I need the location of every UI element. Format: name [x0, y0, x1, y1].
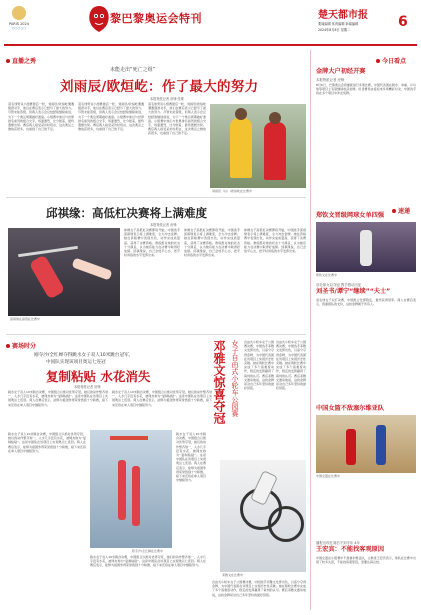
article2-body-col2: 体操女子高低杠决赛即将开始，中国选手邱祺缘表示将上满难度，全力冲击金牌。她在资格赛中表现出色，动作完成质量高，获得了决赛资格。教练组对她的状态十分满意，认为她有能力在决赛中取得好成绩。邱祺缘说，自己会放平心态，把平时训练的水平发挥出来。	[184, 228, 240, 258]
article1-body-col3: 羽毛球男双小组赛最后一轮，刘雨辰/欧烜屹遭遇强劲对手，他们在赛后表示已经尽了最大的努力。尽管未能晋级，但两人表示会总结经验继续前进，为下一个奥运周期做好准备。小组赛中他们与世界排名前列的组合交手，场面激烈，比分胶着，最终遗憾出局。赛后两人接受采访时坦言，这次奥运之旅收获很多，也看到了自己的不足。	[148, 102, 206, 136]
article4-body-col1: 自由式小轮车女子公园赛决赛，中国选手邓雅文发挥出色，以高分夺得金牌，为中国代表团在该项目上实现历史性突破。她在两轮比赛中完成了多个高难度动作，稳定的发挥赢得了裁判的认可。赛后邓雅文激动地说，这枚金牌是对自己多年坚持的最好回报。	[244, 340, 274, 391]
article3-body-col3: 跳水女子双人10米跳台决赛，中国组合以绝对优势夺冠，她们的动作整齐划一，入水几乎没有水花，被网友称为“复制粘贴”。这是中国队在该项目上实现奥运七连冠。两人在赛后表示，能够为祖国争得荣誉感到十分骄傲，接下来还将在单人项目中继续努力。	[8, 432, 86, 453]
edition-date: 2024年8月6日 星期二	[318, 28, 351, 32]
balloon-mascot-icon	[86, 4, 112, 36]
article1-body-col1: 羽毛球男双小组赛最后一轮，刘雨辰/欧烜屹遭遇强劲对手，他们在赛后表示已经尽了最大的努力。尽管未能晋级，但两人表示会总结经验继续前进，为下一个奥运周期做好准备。小组赛中他们与世界排名前列的组合交手，场面激烈，比分胶着，最终遗憾出局。赛后两人接受采访时坦言，这次奥运之旅收获很多，也看到了自己的不足。	[8, 102, 74, 132]
section-tag-bottom: 赛场时分	[6, 341, 36, 350]
logo-text: PARIS 2024	[9, 22, 29, 26]
page-number: 6	[398, 14, 408, 30]
right-item1-byline: 本报特派记者 房锋	[316, 78, 345, 82]
article2-photo-caption: 邱祺缘在高低杠比赛中	[10, 317, 41, 321]
article4-body-col2: 自由式小轮车女子公园赛决赛，中国选手邓雅文发挥出色，以高分夺得金牌，为中国代表团在该项目上实现历史性突破。她在两轮比赛中完成了多个高难度动作，稳定的发挥赢得了裁判的认可。赛后邓雅文激动地说，这枚金牌是对自己多年坚持的最好回报。	[276, 340, 306, 391]
article3-kicker-2: 中国队实现该项目奥运七连冠	[46, 360, 106, 365]
article2-headline: 邱祺缘：高低杠决赛将上满难度	[46, 206, 207, 220]
article4-photo	[220, 460, 306, 572]
right-item2-title: 郑钦文晋级网球女单四强	[316, 212, 385, 219]
article4-subhead: 女子自由式小轮车公园赛	[231, 340, 239, 417]
right-column-rule	[310, 50, 311, 610]
article4-headline: 邓雅文惊喜夺冠	[212, 340, 226, 424]
article1-photo-caption: 刘雨辰（右）/欧烜屹在比赛中	[212, 189, 253, 193]
banner-title: 黎巴黎奥运会特刊	[110, 12, 202, 25]
section-tag-left: 直播之秀	[6, 56, 36, 65]
right-item4-title: 中国女篮不敌塞尔维亚队	[316, 405, 385, 412]
article3-body-col1: 跳水女子双人10米跳台决赛，中国组合以绝对优势夺冠，她们的动作整齐划一，入水几乎没有水花，被网友称为“复制粘贴”。这是中国队在该项目上实现奥运七连冠。两人在赛后表示，能够为祖国争得荣誉感到十分骄傲，接下来还将在单人项目中继续努力。	[8, 390, 108, 407]
right-item2-caption: 郑钦文在比赛中	[316, 273, 338, 277]
article3-body-col2: 跳水女子双人10米跳台决赛，中国组合以绝对优势夺冠，她们的动作整齐划一，入水几乎没有水花，被网友称为“复制粘贴”。这是中国队在该项目上实现奥运七连冠。两人在赛后表示，能够为祖国争得荣誉感到十分骄傲，接下来还将在单人项目中继续努力。	[112, 390, 212, 407]
right-item1-title: 金牌大户初经开赛	[316, 68, 366, 75]
article1-photo	[210, 104, 306, 188]
paper-name: 楚天都市报	[318, 10, 368, 21]
article2-body-col3: 体操女子高低杠决赛即将开始，中国选手邱祺缘表示将上满难度，全力冲击金牌。她在资格赛中表现出色，动作完成质量高，获得了决赛资格。教练组对她的状态十分满意，认为她有能力在决赛中取得好成绩。邱祺缘说，自己会放平心态，把平时训练的水平发挥出来。	[244, 228, 306, 254]
paris-2024-logo	[6, 6, 32, 40]
flame-icon	[12, 6, 26, 20]
article3-kicker-1: 刚夺沙/全红婵夺得跳水女子双人10米跳台冠军，	[34, 353, 134, 358]
article2-byline: 本报特派记者 房锋	[150, 223, 177, 227]
article1-body-col2: 羽毛球男双小组赛最后一轮，刘雨辰/欧烜屹遭遇强劲对手，他们在赛后表示已经尽了最大的努力。尽管未能晋级，但两人表示会总结经验继续前进，为下一个奥运周期做好准备。小组赛中他们与世界排名前列的组合交手，场面激烈，比分胶着，最终遗憾出局。赛后两人接受采访时坦言，这次奥运之旅收获很多，也看到了自己的不足。	[78, 102, 144, 132]
article1-headline: 刘雨辰/欧烜屹：作了最大的努力	[60, 79, 259, 95]
article3-byline: 本报特派记者 房锋	[74, 385, 101, 389]
article3-headline: 复制粘贴 水花消失	[46, 369, 151, 384]
article1-kicker: 未能走出“死亡之组”	[110, 67, 156, 73]
right-item4-photo	[316, 415, 416, 473]
article3-body-col5: 跳水女子双人10米跳台决赛，中国组合以绝对优势夺冠，她们的动作整齐划一，入水几乎没有水花，被网友称为“复制粘贴”。这是中国队在该项目上实现奥运七连冠。两人在赛后表示，能够为祖国争得荣誉感到十分骄傲，接下来还将在单人项目中继续努力。	[90, 555, 206, 568]
article3-body-col4: 跳水女子双人10米跳台决赛，中国组合以绝对优势夺冠，她们的动作整齐划一，入水几乎没有水花，被网友称为“复制粘贴”。这是中国队在该项目上实现奥运七连冠。两人在赛后表示，能够为祖国争得荣誉感到十分骄傲，接下来还将在单人项目中继续努力。	[176, 432, 206, 483]
right-item5-title: 王宏宾：不能找客观原因	[316, 546, 385, 553]
article3-photo-caption: 陈芋汐/全红婵在比赛中	[132, 549, 164, 553]
right-item3-kicker: 羽毛球女双夺冠 携手感动出征	[316, 283, 362, 287]
right-item5-kicker: 播报出现在赛后不到半年 4年	[316, 541, 360, 545]
divider-1	[6, 197, 306, 198]
article2-photo	[8, 228, 120, 316]
article4-photo-caption: 邓雅文在比赛中	[222, 573, 244, 577]
olympic-rings-icon: ○○○○○	[11, 26, 27, 30]
masthead	[0, 0, 421, 46]
section-tag-right-2: 速递	[392, 206, 410, 215]
right-item2-photo	[316, 222, 416, 272]
article1-byline: 本报特派记者 房锋 张维	[150, 97, 184, 101]
right-item3-body: 羽毛球女子双打决赛，中国组合发挥稳定，最终获得冠军。两人在赛后表示，感谢团队的支持，这枚金牌属于所有人。	[316, 298, 416, 307]
edition-line-1: 要闻编辑 体育编辑 新闻编辑	[318, 22, 359, 26]
right-item4-caption: 中国女篮在比赛中	[316, 474, 341, 478]
article3-photo	[90, 430, 172, 548]
right-item5-body: 中国女篮在小组赛中不敌塞尔维亚队，主教练王宏宾表示，球队在比赛中出现了较多失误，不能找客观原因，需要认真总结。	[316, 556, 416, 565]
article4-body-col3: 自由式小轮车女子公园赛决赛，中国选手邓雅文发挥出色，以高分夺得金牌，为中国代表团在该项目上实现历史性突破。她在两轮比赛中完成了多个高难度动作，稳定的发挥赢得了裁判的认可。赛后邓雅文激动地说，这枚金牌是对自己多年坚持的最好回报。	[212, 580, 306, 597]
article2-body-col1: 体操女子高低杠决赛即将开始，中国选手邱祺缘表示将上满难度，全力冲击金牌。她在资格赛中表现出色，动作完成质量高，获得了决赛资格。教练组对她的状态十分满意，认为她有能力在决赛中取得好成绩。邱祺缘说，自己会放平心态，把平时训练的水平发挥出来。	[124, 228, 180, 258]
section-tag-right: 今日看点	[376, 56, 406, 65]
right-item1-body: 8月6日，巴黎奥运会将继续进行多项比赛，中国代表团在跳水、举重、乒乓球等项目上有望继续收获金牌。田径赛场也将迎来多场精彩对决，中国选手将在多个项目中冲击奖牌。	[316, 83, 416, 96]
divider-2	[6, 334, 306, 335]
right-item3-title: 刘圣书/谭宁“继续”“夫士”	[316, 288, 391, 295]
masthead-rule	[4, 44, 417, 46]
